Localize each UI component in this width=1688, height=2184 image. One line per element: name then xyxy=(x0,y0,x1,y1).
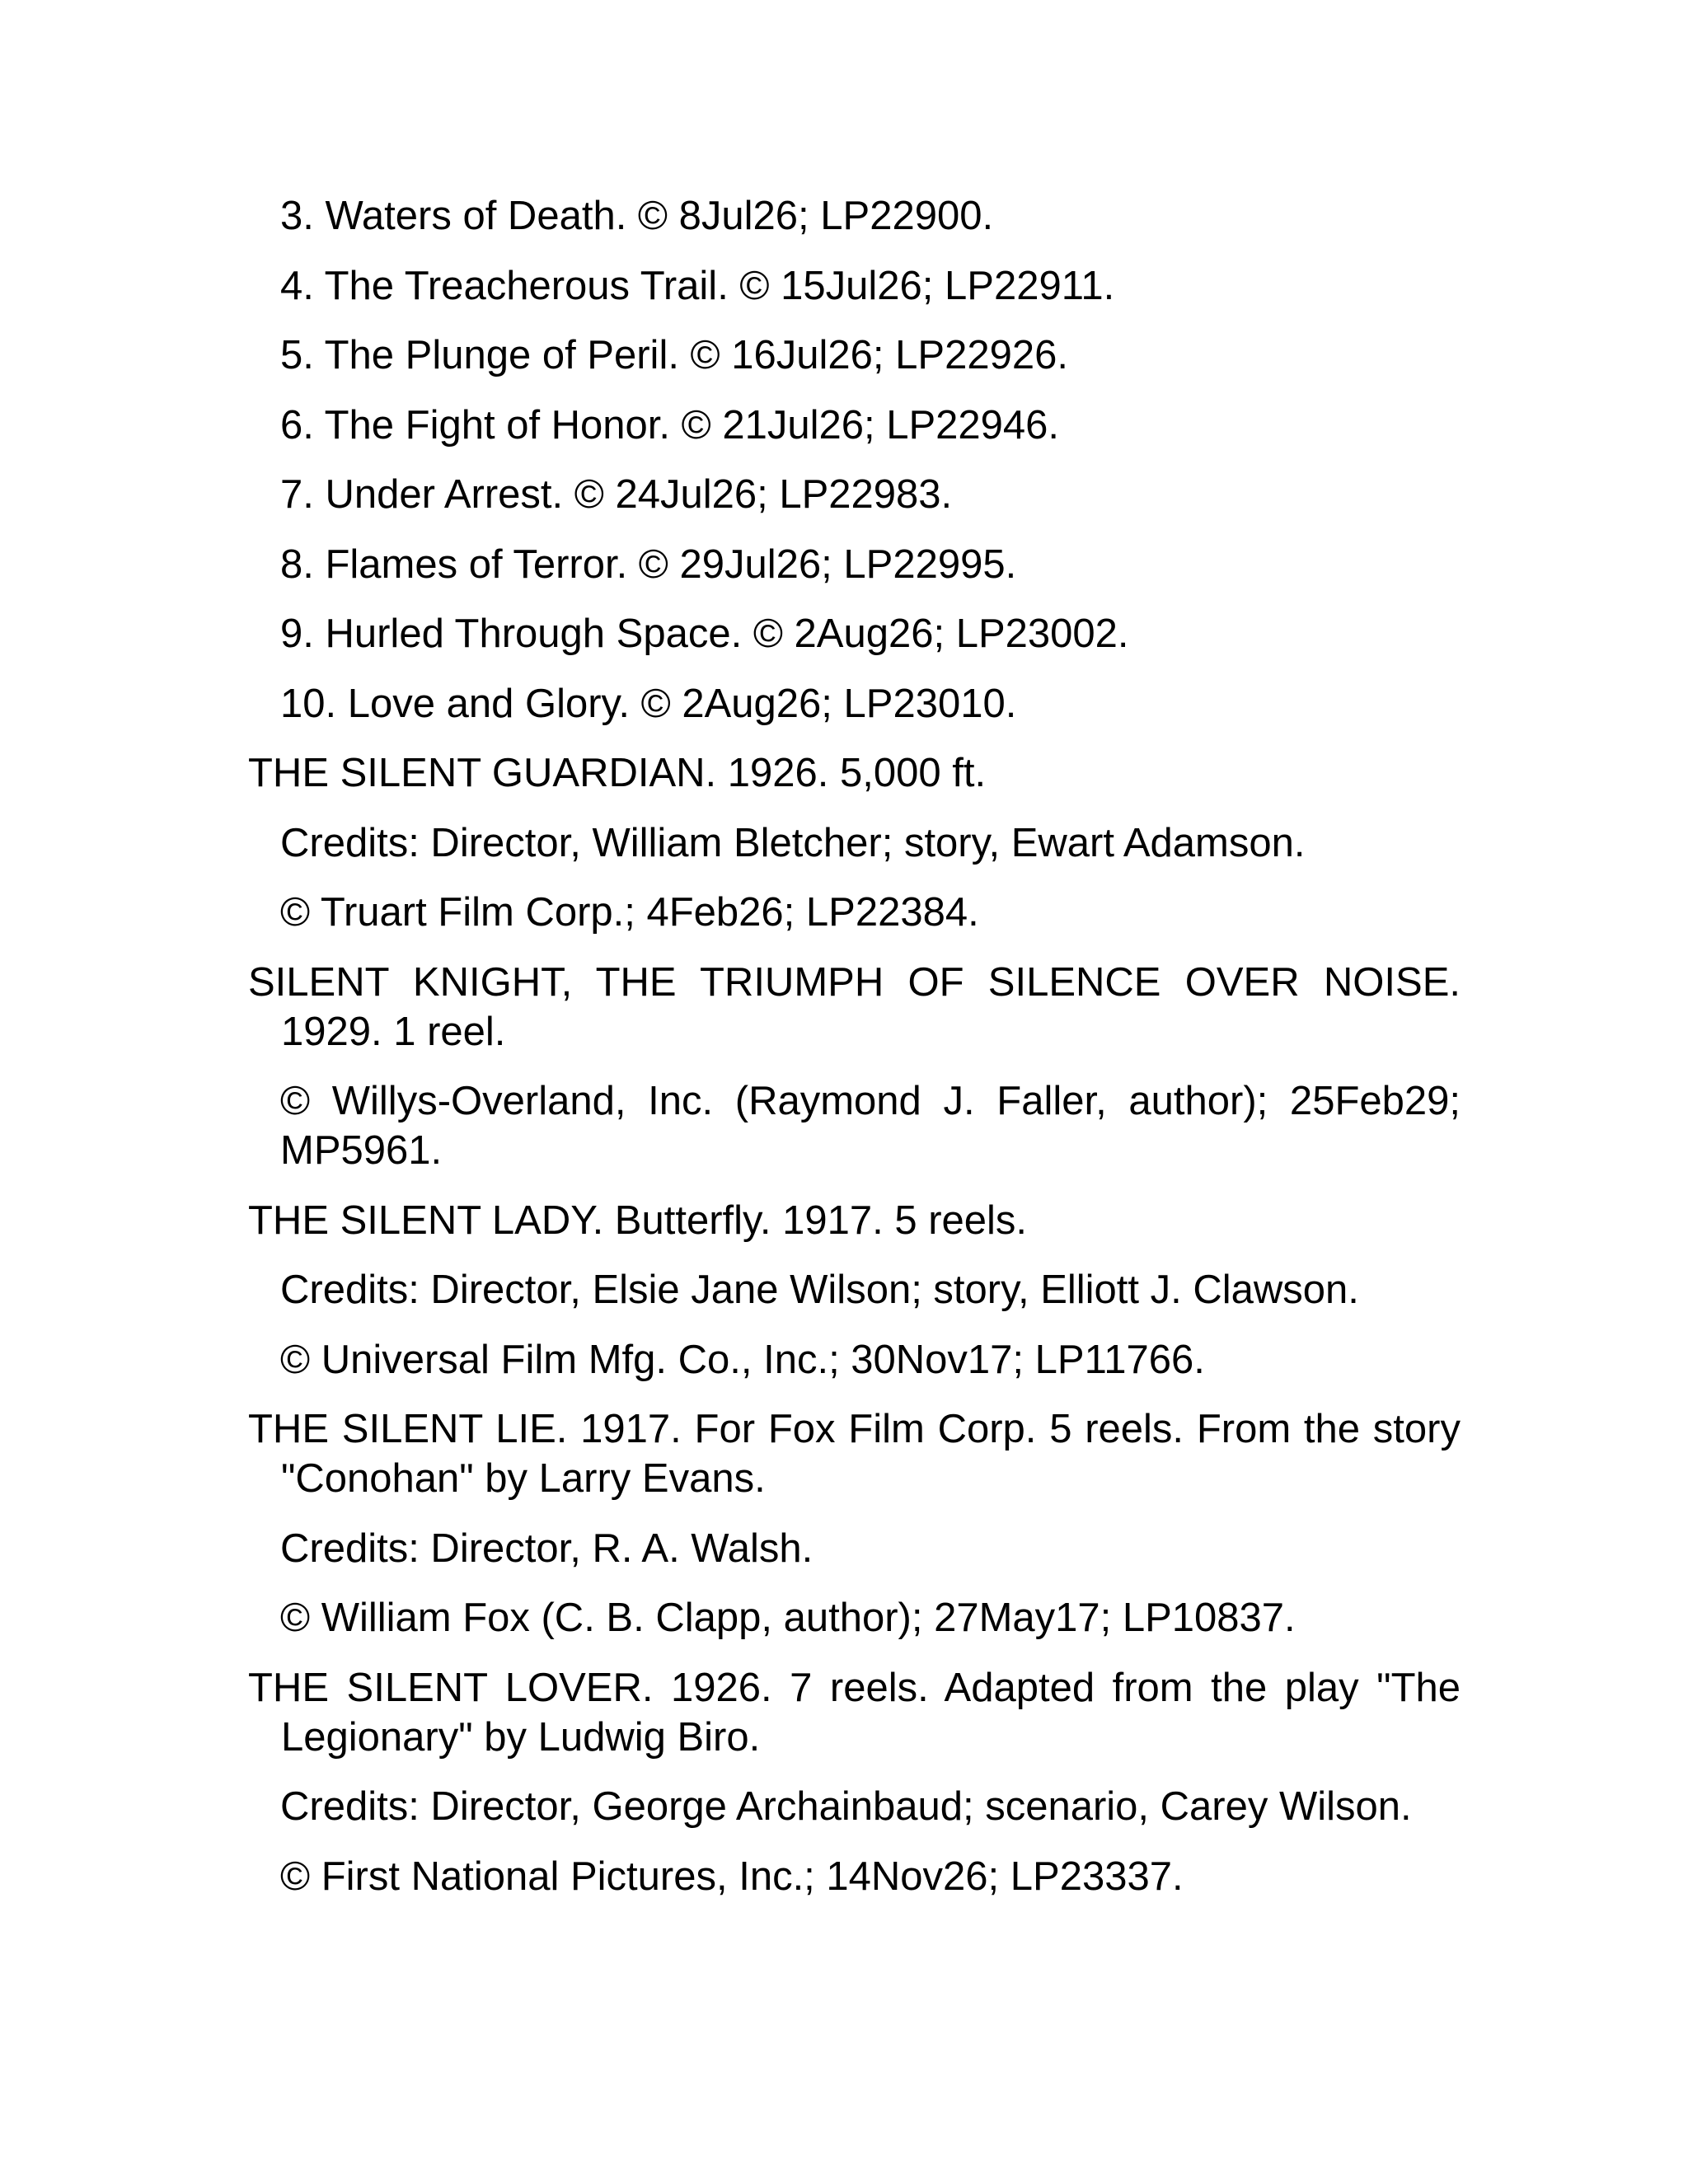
entry-title: THE SILENT LOVER. 1926. 7 reels. Adapted from the play "The Legionary" by Ludwig Biro. xyxy=(248,1665,1461,1760)
entry-detail: 9. Hurled Through Space. © 2Aug26; LP23002. xyxy=(280,612,1129,656)
catalog-page xyxy=(248,191,1461,1921)
entry-title: THE SILENT GUARDIAN. 1926. 5,000 ft. xyxy=(248,751,987,795)
entry-detail: Credits: Director, William Bletcher; story, Ewart Adamson. xyxy=(280,820,1306,865)
entry-detail: © William Fox (C. B. Clapp, author); 27May17; LP10837. xyxy=(280,1596,1296,1640)
entry-detail: © Truart Film Corp.; 4Feb26; LP22384. xyxy=(280,890,979,935)
entry-detail: © First National Pictures, Inc.; 14Nov26; LP23337. xyxy=(280,1854,1184,1899)
entry-detail: Credits: Director, R. A. Walsh. xyxy=(280,1526,814,1571)
entry-title: SILENT KNIGHT, THE TRIUMPH OF SILENCE OVER NOISE. 1929. 1 reel. xyxy=(248,959,1461,1054)
entry-detail: Credits: Director, Elsie Jane Wilson; story, Elliott J. Clawson. xyxy=(280,1268,1359,1312)
entry-detail: © Universal Film Mfg. Co., Inc.; 30Nov17; LP11766. xyxy=(280,1337,1205,1382)
entry-detail: Credits: Director, George Archainbaud; scenario, Carey Wilson. xyxy=(280,1784,1412,1829)
entry-detail: © Willys-Overland, Inc. (Raymond J. Faller, author); 25Feb29; MP5961. xyxy=(280,1079,1461,1173)
entry-detail: 6. The Fight of Honor. © 21Jul26; LP22946. xyxy=(280,402,1060,448)
entry-detail: 4. The Treacherous Trail. © 15Jul26; LP22911. xyxy=(280,263,1115,308)
entry-detail: 3. Waters of Death. © 8Jul26; LP22900. xyxy=(280,194,994,238)
entry-detail: 5. The Plunge of Peril. © 16Jul26; LP22926. xyxy=(280,333,1068,377)
entry-title: THE SILENT LIE. 1917. For Fox Film Corp. 5 reels. From the story "Conohan" by Larry Evans. xyxy=(248,1407,1461,1501)
entry-title: THE SILENT LADY. Butterfly. 1917. 5 reels. xyxy=(248,1197,1028,1243)
entry-detail: 7. Under Arrest. © 24Jul26; LP22983. xyxy=(280,472,953,517)
entry-detail: 10. Love and Glory. © 2Aug26; LP23010. xyxy=(280,681,1017,726)
entry-detail: 8. Flames of Terror. © 29Jul26; LP22995. xyxy=(280,541,1017,587)
